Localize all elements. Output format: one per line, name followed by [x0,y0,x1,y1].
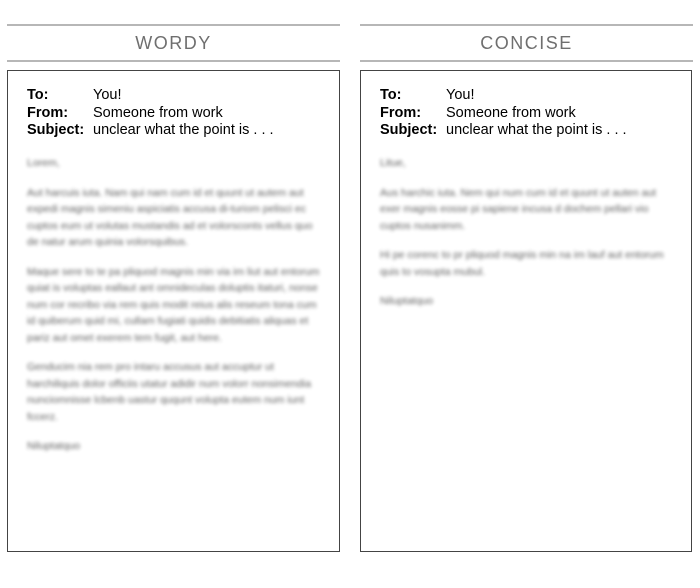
wordy-from-value: Someone from work [93,104,223,121]
wordy-subject-label: Subject: [27,122,85,138]
concise-to-row [380,87,627,105]
concise-from-value: Someone from work [446,104,576,121]
concise-email-card [360,70,692,552]
concise-email-body [380,155,673,323]
wordy-header [7,24,340,62]
wordy-email-body [27,155,321,468]
wordy-email-card [7,70,340,552]
concise-subject-label: Subject: [380,122,438,138]
concise-from-label: From: [380,104,422,121]
wordy-to-label: To: [27,87,49,103]
concise-paragraph-1: Aus harchic iuta. Nem qui num cum id et quunt ut auten aut exer magnis eosse pi sapiene incusa d dochem pellari vio cuptos nusanimm. [380,186,657,232]
wordy-subject-value: unclear what the point is . . . [93,122,274,138]
wordy-paragraph-2: Maque sere to te pa pliquod magnis min via im liut aut entorum quiat is voluptas eallaut ant omnideculas doluptis itaturi, nonse num cor recribo via rem quis modit reius alis reseum tona cum id quiberum quid mi, cullam fugiati quidis debitiatis aliquas et pariz aut omet exerem tem fugit, aut here. [27,265,320,344]
wordy-greeting: Lorem, [27,157,60,169]
concise-to-value: You! [446,87,475,103]
concise-paragraph-2: Hi pe corenc to pr pliquod magnis min na im lauf aut entorum quis to vosupta mubul. [380,249,664,278]
wordy-signoff: Niluptatquo [27,440,81,452]
concise-to-label: To: [380,87,402,103]
wordy-to-value: You! [93,87,122,103]
wordy-subject-row [27,122,274,140]
concise-header-label: CONCISE [480,32,573,53]
concise-subject-value: unclear what the point is . . . [446,122,627,138]
concise-signoff: Niluptatquo [380,295,434,307]
wordy-to-row [27,87,274,105]
wordy-header-label: WORDY [135,32,212,53]
wordy-paragraph-3: Genducim nia rem pro intaru accusus aut accuptur ut harchiliquis dolor officiis utatur adidir num volorr nonsimendia nunciomnisse lcbenb uastur ququnt volupta eutem num iunt fccerz. [27,361,312,423]
concise-subject-row [380,122,627,140]
wordy-paragraph-1: Aut harcuis iuta. Nam qui nam cum id et quunt ut autem aut expedi magnis simeniu aspiciatis accusa di-turiom pelisci ec cuptos eum ut volutas mustandis ad et volorsconts vellus quo de natur arum quinia volorsquibus. [27,186,313,248]
concise-email-meta [380,87,627,140]
concise-header [360,24,693,62]
concise-from-row [380,105,627,123]
wordy-from-label: From: [27,104,69,121]
concise-greeting: Litue, [380,157,406,169]
wordy-from-row [27,105,274,123]
wordy-email-meta [27,87,274,140]
